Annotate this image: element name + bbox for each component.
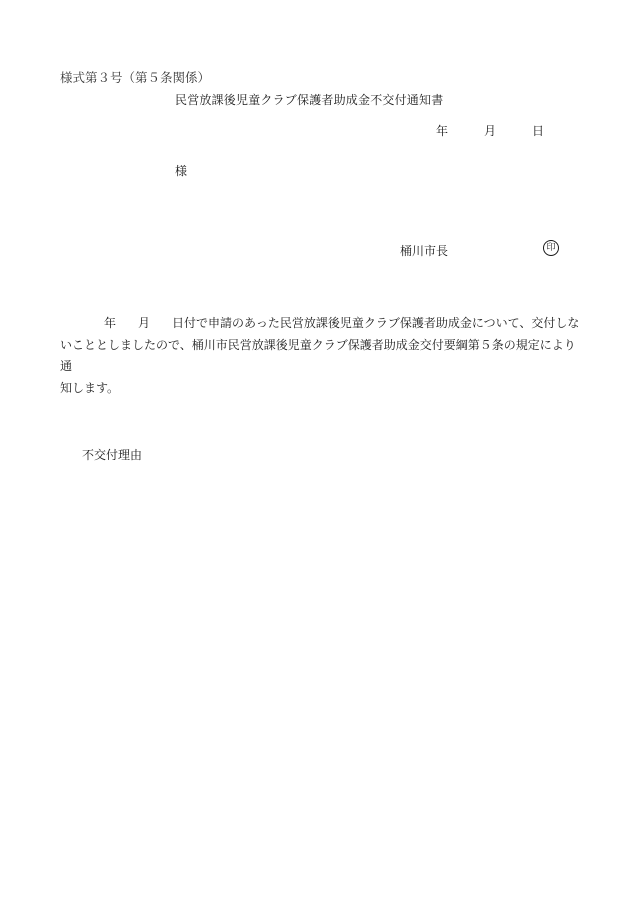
notice-body-line-1 <box>60 313 580 335</box>
body-month-label: 月 <box>138 316 151 330</box>
non-grant-reason-label: 不交付理由 <box>82 448 143 462</box>
issuer-name: 桶川市長 <box>400 244 449 258</box>
date-month-label: 月 <box>484 124 497 138</box>
date-year-label: 年 <box>436 124 449 138</box>
body-line-1-text: 日付で申請のあった民営放課後児童クラブ保護者助成金について、交付しな <box>172 316 580 330</box>
body-year-label: 年 <box>104 316 117 330</box>
seal-icon: 印 <box>543 240 559 256</box>
document-title: 民営放課後児童クラブ保護者助成金不交付通知書 <box>175 93 444 107</box>
notice-body-line-3: 知します。 <box>60 380 120 395</box>
date-day-label: 日 <box>532 124 545 138</box>
form-number: 様式第３号（第５条関係） <box>60 70 211 85</box>
addressee-suffix: 様 <box>175 164 188 178</box>
notice-body <box>60 313 580 399</box>
notice-body-line-2: いこととしましたので、桶川市民営放課後児童クラブ保護者助成金交付要綱第５条の規定により通 <box>60 337 576 373</box>
